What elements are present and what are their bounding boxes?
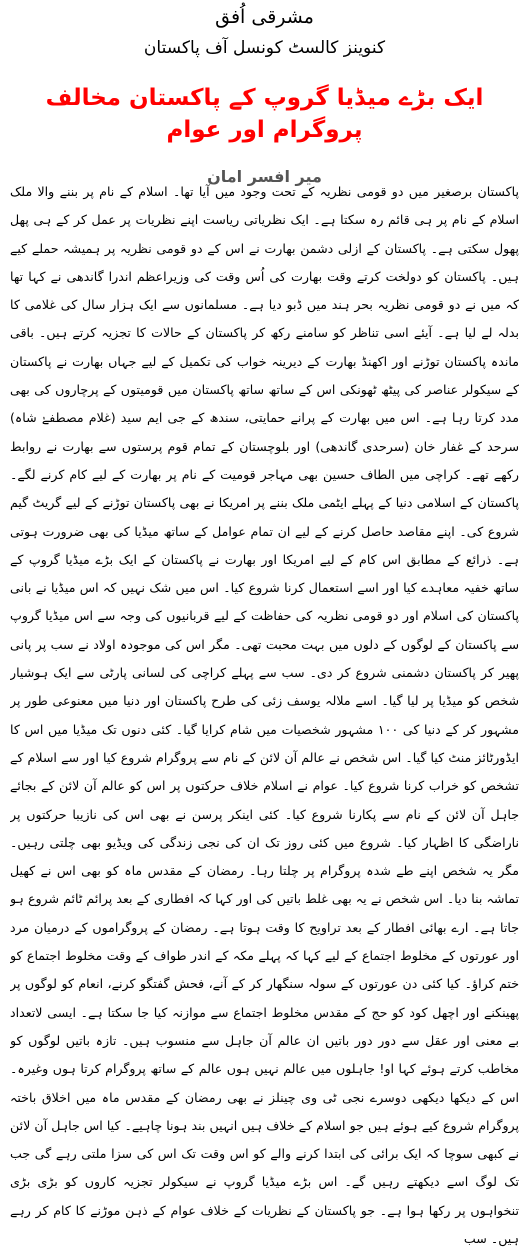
author-byline: میر افسر امان	[207, 167, 322, 186]
article-headline: ایک بڑے میڈیا گروپ کے پاکستان مخالف پروگرام اور عوام	[45, 85, 484, 143]
article-body: پاکستان برصغیر میں دو قومی نظریہ کے تحت وجود میں آیا تھا۔ اسلام کے نام پر بننے والا ملک اسلام کے نام پر ہی قائم رہ سکتا ہے۔ ایک نظریاتی ریاست اپنے نظریات پر عمل کر کے ہی پھل پھول سکتی ہے۔ پاکستان کے ازلی دشمن بھارت نے اس کے دو قومی نظریہ پر ہمیشہ حملے کیے ہیں۔ پاکستان کو دولخت کرتے وقت بھارت کی اُس وقت کی وزیراعظم اندرا گاندھی نے کہا تھا کہ میں نے دو قومی نظریہ بحر ہند میں ڈبو دیا ہے۔ مسلمانوں سے ایک ہزار سال کی غلامی کا بدلہ لے لیا ہے۔ آیئے اسی تناظر کو سامنے رکھ کر پاکستان کے حالات کا تجزیہ کرتے ہیں۔ باقی ماندہ پاکستان توڑنے اور اکھنڈ بھارت کے دیرینہ خواب کی تکمیل کے لیے جہاں بھارت نے پاکستان کے سیکولر عناصر کی پیٹھ ٹھونکی اس کے ساتھ ساتھ پاکستان میں قومیتوں کے پرچاروں کی بھی مدد کرتا رہا ہے۔ اس میں بھارت کے پرانے حمایتی، سندھ کے جی ایم سید (غلام مصطفےٰ شاہ) سرحد کے غفار خان (سرحدی گاندھی) اور بلوچستان کے تمام قوم پرستوں سے بھارت نے روابط رکھے تھے۔ کراچی میں الطاف حسین بھی مہاجر قومیت کے نام پر بھارت کے لیے کام کرنے لگے۔ پاکستان کے اسلامی دنیا کے پہلے ایٹمی ملک بننے پر امریکا نے بھی پاکستان توڑنے کے لیے گریٹ گیم شروع کی۔ اپنے مقاصد حاصل کرنے کے لیے ان تمام عوامل کے ساتھ میڈیا کی بھی ضرورت ہوتی ہے۔ ذرائع کے مطابق اس کام کے لیے امریکا اور بھارت نے پاکستان کے ایک بڑے میڈیا گروپ کے ساتھ خفیہ معاہدے کیا اور اسے استعمال کرنا شروع کیا۔ اس میں شک نہیں کہ اس میڈیا نے بانی پاکستان کی اسلام اور دو قومی نظریہ کی حفاظت کے لیے قربانیوں کی وجہ سے اس میڈیا گروپ سے پاکستان کے لوگوں کے دلوں میں بہت محبت تھی۔ مگر اس کی موجودہ اولاد نے سب پر پانی پھیر کر پاکستان دشمنی شروع کر دی۔ سب سے پہلے کراچی کی لسانی پارٹی سے ایک ہوشیار شخص کو میڈیا پر لیا گیا۔ اسے ملالہ یوسف زئی کی طرح پاکستان اور دنیا میں معنوعی طور پر مشہور کر کے دنیا کی ۱۰۰ مشہور شخصیات میں شام کرایا گیا۔ کئی دنوں تک میڈیا میں اس کا ایڈورٹائز منٹ کیا گیا۔ اس شخص نے عالم آن لائن کے نام سے پروگرام شروع کیا اور سے اسلام کے تشخص کو خراب کرنا شروع کیا۔ عوام نے اسلام خلاف حرکتوں پر اس کو عالم آن لائن کے بجائے جاہل آن لائن کے نام سے پکارنا شروع کیا۔ کئی اینکر پرسن نے بھی اس کی نازیبا حرکتوں پر ناراضگی کا اظہار کیا۔ شروع میں کئی روز تک ان کی نجی زندگی کی ویڈیو بھی چلتی رہیں۔ مگر یہ شخص اپنے طے شدہ پروگرام پر چلتا رہا۔ رمضان کے مقدس ماہ کو بھی اس نے کھیل تماشہ بنا دیا۔ اس شخص نے یہ بھی غلط باتیں کی اور کہا کہ افطاری کے بعد پرائم ٹائم شروع ہو جاتا ہے۔ ارے بھائی افطار کے بعد تراویح کا وقت ہوتا ہے۔ رمضان کے پروگراموں کے درمیان مرد اور عورتوں کے مخلوط اجتماع کے لیے کہا کہ پہلے مکہ کے اندر طواف کے وقت مخلوط اجتماع کو ختم کراؤ۔ کیا کئی دن عورتوں کے سولہ سنگھار کر کے آنے، فحش گفتگو کرنے، انعام کو لوگوں پر پھینکنے اور اچھل کود کو حج کے مقدس مخلوط اجتماع سے موازنہ کیا جا سکتا ہے۔ ایسی لاتعداد بے معنی اور عقل سے دور دور باتیں ان عالم آن جاہل سے منسوب ہیں۔ تازہ باتیں لوگوں کو مخاطب کرتے ہوئے کہا او! جاہلوں میں عالم نہیں ہوں عالم کے ساتھ پروگرام کرتا ہوں وغیرہ۔ اس کے دیکھا دیکھی دوسرے نجی ٹی وی چینلز نے بھی رمضان کے مقدس ماہ میں اخلاق باختہ پروگرام شروع کیے ہوئے ہیں جو اسلام کے خلاف ہیں انہیں بند ہونا چاہیے۔ کیا اس جاہل آن لائن نے کبھی سوچا کہ ایک برائی کی ابتدا کرنے والے کو اس وقت تک اس کی سزا ملتی رہے گی جب تک لوگ اسے دیکھتے رہیں گے۔ اس بڑے میڈیا گروپ نے سیکولر تجزیہ کاروں کو بڑی بڑی تنخواہوں پر رکھا ہوا ہے۔ جو پاکستان کے نظریات کے خلاف عوام کے ذہن موڑنے کا کام کر رہے ہیں۔ سب	[10, 184, 519, 1246]
article-header	[0, 4, 529, 188]
column-name: مشرقی اُفق	[215, 6, 314, 28]
organization-name: کنوینز کالسٹ کونسل آف پاکستان	[143, 38, 386, 58]
